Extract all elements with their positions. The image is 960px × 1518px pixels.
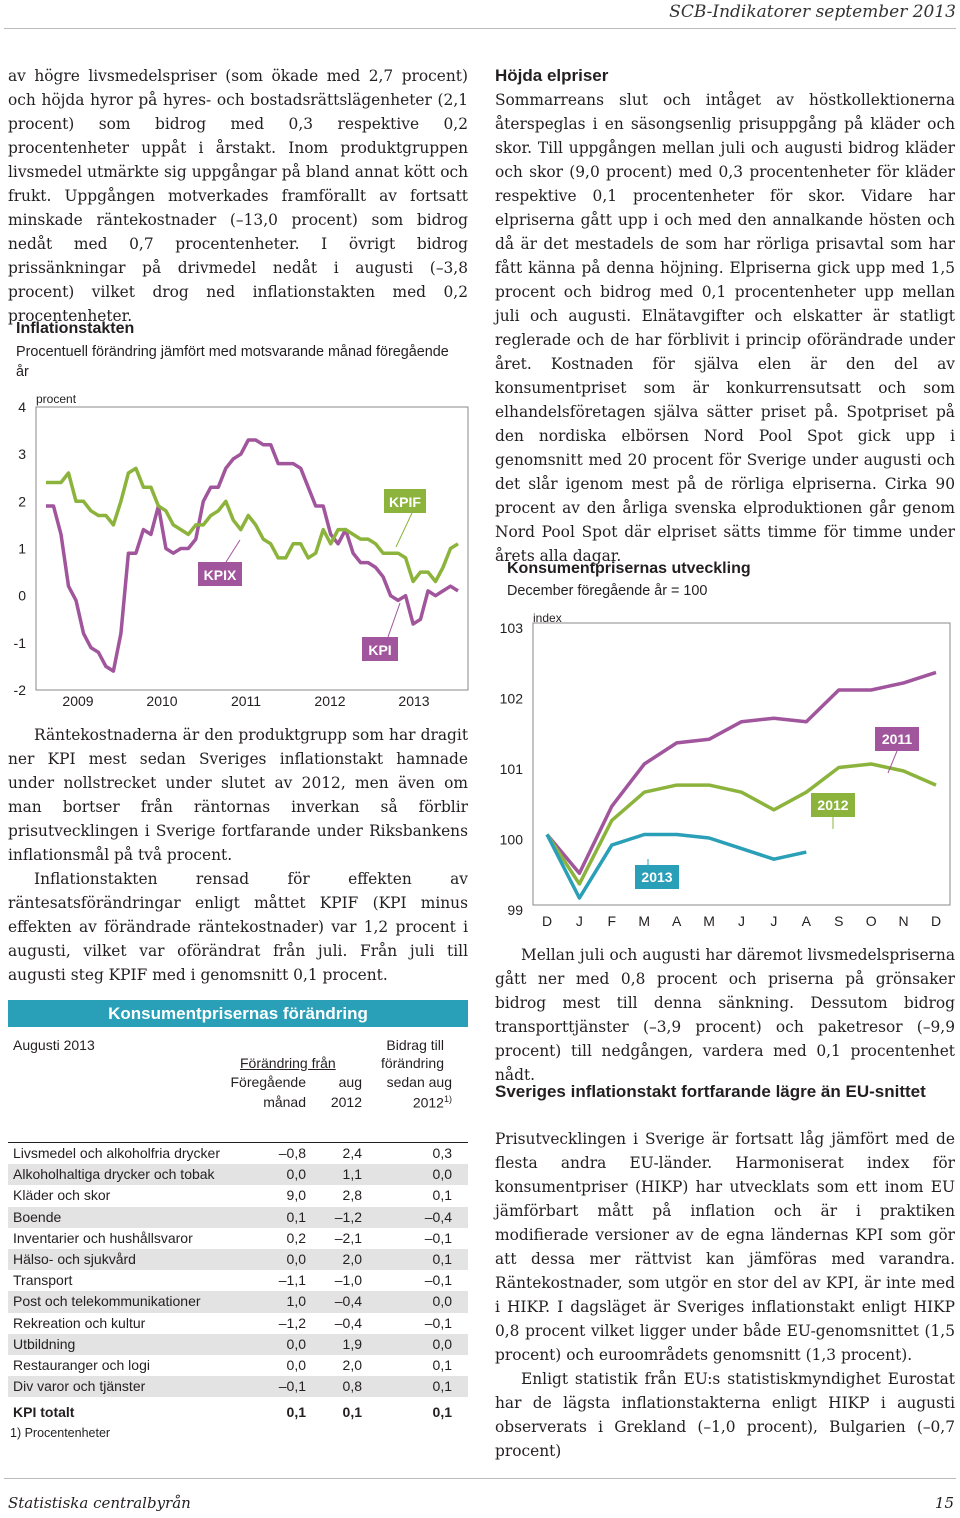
footer-rule xyxy=(4,1478,956,1479)
table-row xyxy=(8,1376,468,1397)
row-prev-month: 0,0 xyxy=(286,1250,306,1267)
row-label: Boende xyxy=(13,1208,62,1225)
chart2-xtick: S xyxy=(834,913,844,929)
row-aug: –1,0 xyxy=(334,1272,362,1289)
row-aug: 1,9 xyxy=(342,1335,362,1352)
chart1-series-kpi xyxy=(46,440,458,671)
chart1-ytick: 4 xyxy=(18,399,26,415)
chart1-label-kpi-leader xyxy=(388,603,400,637)
table-row xyxy=(8,1355,468,1376)
inflation-chart xyxy=(0,385,480,715)
row-label: Hälso- och sjukvård xyxy=(13,1250,136,1267)
row-contrib: 0,1 xyxy=(432,1187,452,1204)
chart1-xtick: 2011 xyxy=(230,693,262,709)
row-prev-month: 0,0 xyxy=(286,1166,306,1183)
row-prev-month: –1,1 xyxy=(278,1272,306,1289)
row-label: Post och telekommunikationer xyxy=(13,1293,201,1310)
row-aug: –2,1 xyxy=(334,1229,362,1246)
col2-heading-elpriser: Höjda elpriser xyxy=(495,66,609,85)
row-prev-month: –0,8 xyxy=(278,1145,306,1161)
chart1-label-kpix-leader xyxy=(226,540,240,562)
table-h-prev-month-1: Föregående xyxy=(230,1074,306,1090)
header-rule xyxy=(4,28,956,29)
chart2-xtick: J xyxy=(738,913,745,929)
row-label: Transport xyxy=(13,1272,73,1289)
row-label: Alkoholhaltiga drycker och tobak xyxy=(13,1166,215,1183)
chart1-title: Inflationstakten xyxy=(16,320,135,337)
chart1-ytick: 0 xyxy=(18,587,26,604)
chart2-ylabel: index xyxy=(533,611,562,625)
chart2-xtick: A xyxy=(671,913,682,929)
chart1-ylabel: procent xyxy=(36,392,77,406)
row-contrib: –0,1 xyxy=(424,1229,452,1246)
row-contrib: 0,3 xyxy=(432,1145,452,1161)
row-prev-month: –1,2 xyxy=(278,1314,306,1331)
footer-publisher: Statistiska centralbyrån xyxy=(8,1494,191,1512)
chart2-xtick: J xyxy=(575,913,583,929)
table-row xyxy=(8,1249,468,1270)
row-aug: 2,0 xyxy=(342,1356,362,1373)
chart2-xtick: A xyxy=(801,913,812,929)
table-h-prev-month-2: månad xyxy=(263,1094,306,1110)
row-prev-month: 0,0 xyxy=(286,1356,306,1373)
row-contrib: –0,4 xyxy=(424,1208,452,1225)
table-row xyxy=(8,1270,468,1291)
table-h-aug-1: aug xyxy=(338,1074,362,1090)
running-head: SCB-Indikatorer september 2013 xyxy=(669,2,956,22)
chart1-label-kpif: KPIF xyxy=(389,494,421,510)
chart2-label-2011: 2011 xyxy=(881,731,913,747)
chart1-xtick: 2010 xyxy=(146,693,178,709)
row-contrib: 0,1 xyxy=(432,1356,452,1373)
row-label: Utbildning xyxy=(13,1335,76,1352)
chart1-subtitle: Procentuell förändring jämfört med motsvarande månad föregående år xyxy=(16,344,449,380)
table-h-change-from: Förändring från xyxy=(240,1055,336,1071)
chart1-xtick: 2012 xyxy=(314,693,346,709)
row-prev-month: 1,0 xyxy=(286,1293,306,1310)
col2-heading-eu: Sveriges inflationstakt fortfarande lägre än EU-snittet xyxy=(495,1082,926,1101)
row-aug: 2,0 xyxy=(342,1250,362,1267)
row-label: Restauranger och logi xyxy=(13,1356,150,1373)
col1-mid-p2: Inflationstakten rensad för effekten av räntesatsförändringar enligt måttet KPIF (KPI minus effekten av förändrade räntekostnader) var 1,2 procent i augusti, vilket var oförändrat från juli. Från juli till augusti steg KPIF med i genomsnitt 0,1 procent. xyxy=(8,870,468,984)
table-total-row xyxy=(8,1402,468,1423)
row-prev-month: 9,0 xyxy=(286,1187,306,1204)
table-row xyxy=(8,1185,468,1206)
footer-page-number: 15 xyxy=(934,1494,954,1512)
chart2-xtick: O xyxy=(865,913,877,929)
chart2-xtick: D xyxy=(541,913,553,929)
row-prev-month: 0,1 xyxy=(286,1208,306,1225)
col1-top-text: av högre livsmedelspriser (som ökade med 2,7 procent) och höjda hyror på hyres- och bostadsrättslägenheter (2,1 procent) som bidrog med 0,3 respektive 0,2 procentenheter uppåt i årstakt. Inom produktgruppen livsmedel utmärkte sig uppgångar på bland annat kött och frukt. Uppgången motverkades framförallt av fortsatt minskade räntekostnader (–13,0 procent) som bidrog nedåt med 0,7 procentenheter. I övrigt bidrog prissänkningar på drivmedel nedåt i augusti (–3,8 procent) vilket drog ned inflationstakten med 0,2 procentenheter. xyxy=(8,67,468,325)
chart1-label-kpix: KPIX xyxy=(203,567,237,583)
chart2-subtitle: December föregående år = 100 xyxy=(507,583,708,599)
table-h-contrib-4-wrap xyxy=(413,1094,452,1111)
chart1-label-kpi: KPI xyxy=(368,642,392,658)
col2-mid-paragraph xyxy=(495,943,955,1087)
table-h-aug-2: 2012 xyxy=(330,1094,362,1110)
row-contrib: –0,1 xyxy=(424,1314,452,1331)
table-row xyxy=(8,1207,468,1228)
row-aug: –1,2 xyxy=(334,1208,362,1225)
row-aug: 2,4 xyxy=(342,1145,362,1161)
chart2-xtick: M xyxy=(638,913,651,929)
row-label: Inventarier och hushållsvaror xyxy=(13,1229,193,1246)
col1-mid-p1: Räntekostnaderna är den produktgrupp som har dragit ner KPI mest sedan Sveriges inflationstakt hamnade under nollstrecket under slutet av 2012, men även om man bortser från räntornas inverkan så förblir prisutvecklingen i Sverige fortfarande under Riksbankens inflationsmål på två procent. xyxy=(8,726,468,864)
chart2-frame xyxy=(533,623,950,905)
table-h-contrib-3: sedan aug xyxy=(386,1074,452,1090)
chart1-frame xyxy=(36,407,468,690)
cpi-development-chart xyxy=(488,605,958,935)
table-row xyxy=(8,1143,468,1164)
row-aug: 2,8 xyxy=(342,1187,362,1204)
table-h-contrib-1: Bidrag till xyxy=(386,1037,444,1053)
row-aug: 0,8 xyxy=(342,1378,362,1395)
table-header xyxy=(8,1027,468,1143)
chart2-series-2012 xyxy=(547,764,936,884)
row-contrib: 0,1 xyxy=(432,1250,452,1267)
table-note: 1) Procentenheter xyxy=(10,1426,111,1441)
row-aug: –0,4 xyxy=(334,1314,362,1331)
chart2-label-2013: 2013 xyxy=(641,869,673,885)
chart2-ytick: 100 xyxy=(499,831,523,848)
col2-bottom-p2: Enligt statistik från EU:s statistiskmyndighet Eurostat har de lägsta inflationstakterna enligt HIKP i augusti observerats i Grekland (–1,0 procent), Bulgarien (–0,7 procent) xyxy=(495,1370,955,1460)
chart2-xtick: D xyxy=(930,913,942,929)
chart1-ytick: -2 xyxy=(13,682,26,698)
total-label: KPI totalt xyxy=(13,1404,75,1421)
table-h-contrib-4: 2012 xyxy=(412,1094,444,1111)
row-label: Rekreation och kultur xyxy=(13,1314,146,1331)
row-contrib: –0,1 xyxy=(424,1272,452,1289)
row-prev-month: 0,0 xyxy=(286,1335,306,1352)
col2-top-text: Sommarreans slut och intåget av höstkollektionerna återspeglas i en säsongsenlig prisuppgång på kläder och skor. Till uppgången mellan juli och augusti bidrog kläder och skor (9,0 procent) med 0,3 procentenheter för kläder respektive 0,1 procentenheter för skor. Vidare har elpriserna gått upp i och med den annalkande hösten och då är det mestadels de som har rörliga prisavtal som har fått känna på denna höjning. Elpriserna gick upp med 1,5 procent och bidrog med 0,1 procentenheter upp mellan juli och augusti. Elnätavgifter och elskatter är statligt reglerade och de har förblivit i princip oförändrade under året. Kostnaden för själva elen är den del av konsumentpriset som är konkurrensutsatt och som elhandelsföretagen själva sätter priset på. Spotpriset på den nordiska elbörsen Nord Pool Spot gick upp i genomsnitt med 20 procent för Sverige under augusti och det slår igenom mest på de rörliga elpriserna. Cirka 90 procent av den årliga svenska elproduktionen går genom Nord Pool Spot där elpriset sätts timme för timme under årets alla dagar. xyxy=(495,91,955,565)
table-row xyxy=(8,1164,468,1185)
chart2-xtick: J xyxy=(770,913,778,929)
table-body xyxy=(8,1143,468,1397)
table-h-contrib-sup: 1) xyxy=(443,1094,452,1104)
row-contrib: 0,0 xyxy=(432,1335,452,1352)
col1-mid-paragraphs xyxy=(8,723,468,987)
row-aug: 1,1 xyxy=(342,1166,362,1183)
col2-top-paragraph xyxy=(495,88,955,568)
table-banner: Konsumentprisernas förändring xyxy=(8,1000,468,1027)
row-label: Kläder och skor xyxy=(13,1187,111,1204)
price-change-table xyxy=(8,1000,468,1440)
row-prev-month: 0,2 xyxy=(286,1229,306,1246)
chart1-xtick: 2009 xyxy=(62,693,94,709)
chart1-ytick: 2 xyxy=(18,493,26,510)
table-period: Augusti 2013 xyxy=(13,1037,95,1053)
table-row xyxy=(8,1334,468,1355)
chart2-label-2012: 2012 xyxy=(817,797,849,813)
row-contrib: 0,0 xyxy=(432,1293,452,1310)
row-label: Div varor och tjänster xyxy=(13,1378,146,1395)
chart1-xtick: 2013 xyxy=(398,693,430,709)
table-row xyxy=(8,1228,468,1249)
row-aug: –0,4 xyxy=(334,1293,362,1310)
chart2-series-2011 xyxy=(547,672,936,873)
table-row xyxy=(8,1313,468,1334)
chart2-xtick: M xyxy=(703,913,715,929)
col2-bottom-paragraphs xyxy=(495,1127,955,1463)
chart2-ytick: 103 xyxy=(499,620,523,636)
col2-mid-text: Mellan juli och augusti har däremot livsmedelspriserna gått ner med 0,8 procent och priserna på grönsaker bidrog mest till denna sänkning. Dessutom bidrog transporttjänster (–3,9 procent) och paketresor (–9,9 procent) till nedgången, vardera med 0,1 procentenhet nådt. xyxy=(495,946,955,1084)
chart2-xtick: N xyxy=(898,913,909,929)
row-contrib: 0,1 xyxy=(432,1378,452,1395)
total-contrib: 0,1 xyxy=(432,1404,452,1421)
row-label: Livsmedel och alkoholfria drycker xyxy=(13,1145,220,1161)
chart1-ytick: 1 xyxy=(18,540,26,557)
total-aug: 0,1 xyxy=(342,1404,362,1421)
chart2-title: Konsumentprisernas utveckling xyxy=(507,560,751,577)
row-contrib: 0,0 xyxy=(432,1166,452,1183)
chart2-ytick: 102 xyxy=(499,690,523,707)
chart1-ytick: -1 xyxy=(13,634,26,651)
chart1-series-kpif xyxy=(46,468,458,581)
chart2-ytick: 99 xyxy=(507,902,523,918)
chart2-xtick: F xyxy=(607,913,617,929)
chart2-ytick: 101 xyxy=(499,761,523,777)
col1-top-paragraph xyxy=(8,64,468,328)
table-row xyxy=(8,1291,468,1312)
chart1-label-kpif-leader xyxy=(396,513,412,547)
chart1-ytick: 3 xyxy=(18,446,26,463)
total-prev-month: 0,1 xyxy=(286,1404,306,1421)
row-prev-month: –0,1 xyxy=(278,1378,306,1395)
table-h-contrib-2: förändring xyxy=(380,1055,444,1071)
col2-bottom-p1: Prisutvecklingen i Sverige är fortsatt låg jämfört med de flesta andra EU-länder. Harmoniserat index för konsumentpriser (HIKP) har utvecklats som ett inom EU jämförbart mått på inflation och är i praktiken modifierade versioner av de egna ländernas KPI som gör att dessa mer rättvist kan jämföras med varandra. Räntekostnader, som utgör en stor del av KPI, är inte med i HIKP. I dagsläget är Sveriges inflationstakt enligt HIKP 0,8 procent vilket ligger under både EU-genomsnittet (1,5 procent) och euroområdets genomsnitt (1,3 procent). xyxy=(495,1130,955,1364)
